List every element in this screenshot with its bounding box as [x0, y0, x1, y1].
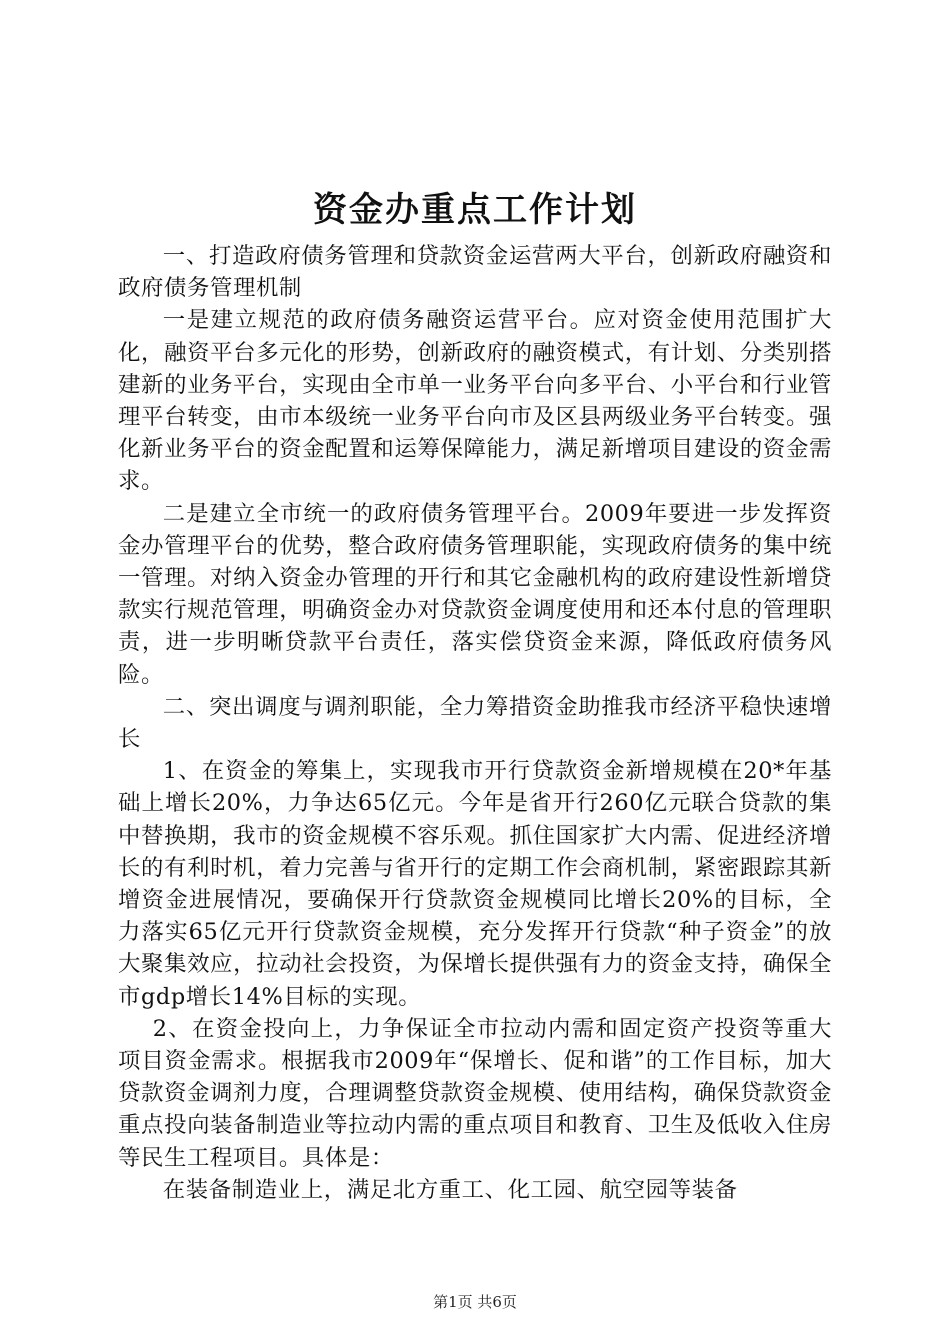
paragraph-fund-raising: 1、在资金的筹集上，实现我市开行贷款资金新增规模在20*年基础上增长20%，力争达65亿元。今年是省开行260亿元联合贷款的集中替换期，我市的资金规模不容乐观。抓住国家扩大内需、促进经济增长的有利时机，着力完善与省开行的定期工作会商机制，紧密跟踪其新增资金进展情况，要确保开行贷款资金规模同比增长20%的目标，全力落实65亿元开行贷款资金规模，充分发挥开行贷款“种子资金”的放大聚集效应，拉动社会投资，为保增长提供强有力的资金支持，确保全市gdp增长14%目标的实现。: [118, 758, 832, 1010]
section-heading-2: 二、突出调度与调剂职能，全力筹措资金助推我市经济平稳快速增长: [118, 693, 832, 753]
paragraph-debt-management-platform: 二是建立全市统一的政府债务管理平台。2009年要进一步发挥资金办管理平台的优势，整合政府债务管理职能，实现政府债务的集中统一管理。对纳入资金办管理的开行和其它金融机构的政府建设性新增贷款实行规范管理，明确资金办对贷款资金调度使用和还本付息的管理职责，进一步明晰贷款平台责任，落实偿贷资金来源，降低政府债务风险。: [118, 500, 832, 688]
paragraph-equipment-manufacturing: 在装备制造业上，满足北方重工、化工园、航空园等装备: [162, 1176, 738, 1203]
document-body: [118, 240, 832, 1206]
document-title: 资金办重点工作计划: [313, 190, 637, 230]
section-heading-1: 一、打造政府债务管理和贷款资金运营两大平台，创新政府融资和政府债务管理机制: [118, 243, 832, 302]
paragraph-fund-allocation: 2、在资金投向上，力争保证全市拉动内需和固定资产投资等重大项目资金需求。根据我市2009年“保增长、促和谐”的工作目标，加大贷款资金调剂力度，合理调整贷款资金规模、使用结构，确保贷款资金重点投向装备制造业等拉动内需的重点项目和教育、卫生及低收入住房等民生工程项目。具体是：: [118, 1015, 832, 1171]
page-footer: 第1页 共6页: [433, 1293, 517, 1311]
paragraph-financing-platform: 一是建立规范的政府债务融资运营平台。应对资金使用范围扩大化，融资平台多元化的形势，创新政府的融资模式，有计划、分类别搭建新的业务平台，实现由全市单一业务平台向多平台、小平台和行业管理平台转变，由市本级统一业务平台向市及区县两级业务平台转变。强化新业务平台的资金配置和运筹保障能力，满足新增项目建设的资金需求。: [118, 307, 832, 495]
